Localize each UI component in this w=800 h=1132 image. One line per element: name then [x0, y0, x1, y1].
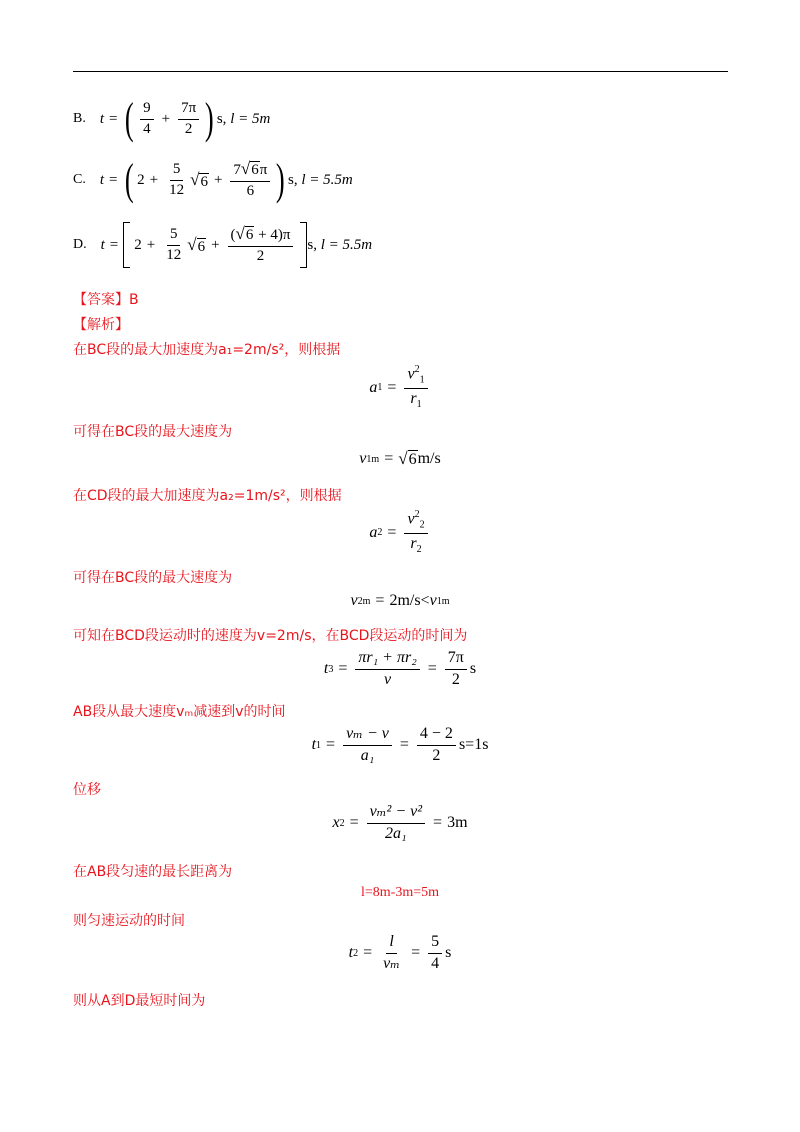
equation-x2: x 2 = $\frac{\text{vₘ² − v²}}{\text{2a₁}}$ = 3m [332, 803, 468, 842]
option-b-l: l = 5m [230, 110, 271, 127]
option-b: B. t = ( $\frac{9}{4}$ + $\frac{7\pi}{2}$ ) s, l = 5m [73, 94, 271, 143]
answer-line [73, 289, 139, 309]
fraction: $\frac{5}{12}$ [169, 160, 185, 198]
left-paren: ( [125, 94, 135, 143]
fraction: $\frac{5}{12}$ [166, 225, 182, 263]
option-d-label: D. [73, 237, 87, 252]
line-min-time: 则从A到D最短时间为 [73, 993, 206, 1009]
analysis-tag: 【解析】 [73, 317, 129, 333]
right-bracket [300, 222, 307, 268]
right-paren: ) [276, 155, 286, 204]
option-c-l: l = 5.5m [301, 171, 353, 188]
option-b-label: B. [73, 111, 86, 126]
option-d-l: l = 5.5m [320, 236, 373, 253]
left-paren: ( [125, 155, 135, 204]
equation-a2: a 2 = $\frac{v^2_2}{r_2}$ [0, 510, 800, 556]
equation-a1: a 1 = $\frac{v^2_1}{r_1}$ [0, 365, 800, 411]
fraction: 7 √ 6 π 6 [230, 160, 270, 200]
line-bc-speed: 可得在BC段的最大速度为 [73, 424, 233, 440]
equation-v2m: v 2m = 2m/s< v 1m [350, 592, 450, 609]
equation-t2: t 2 = $\frac{l}{\text{vₘ}}$ = $\frac{5}{4}$ s [348, 933, 452, 972]
equation-l-result: l=8m-3m=5m [360, 885, 439, 900]
fraction: $\frac{7\pi}{2}$ [178, 101, 199, 138]
answer-value: B [129, 292, 139, 308]
line-ab-decel: AB段从最大速度vₘ减速到v的时间 [73, 704, 286, 720]
left-bracket [123, 222, 130, 268]
option-c-label: C. [73, 172, 86, 187]
line-ab-uniform: 在AB段匀速的最长距离为 [73, 864, 233, 880]
line-cd-acc: 在CD段的最大加速度为a₂=1m/s²，则根据 [73, 488, 342, 504]
equation-t3: t 3 = $\frac{\text{πr₁ + πr₂}}{v}$ = $\frac{7\pi}{2}$ s [323, 649, 477, 688]
line-disp: 位移 [73, 782, 101, 798]
header-rule [73, 71, 728, 72]
sqrt: √ 6 [190, 170, 208, 190]
equation-t1: t 1 = $\frac{\text{vₘ − v}}{\text{a₁}}$ = $\frac{4 - 2}{2}$ s=1s [311, 725, 489, 764]
fraction: ( √ 6 + 4)π 2 [228, 225, 294, 265]
answer-tag: 【答案】 [73, 292, 129, 308]
sqrt: √ 6 [187, 235, 206, 255]
line-uniform-time: 则匀速运动的时间 [73, 913, 185, 929]
line-cd-speed: 可得在BC段的最大速度为 [73, 570, 233, 586]
line-bcd-time: 可知在BCD段运动时的速度为v=2m/s，在BCD段运动的时间为 [73, 628, 468, 644]
equation-v1m: v 1m = √ 6 m/s [359, 449, 441, 469]
option-d: D. t = 2 + $\frac{5}{12}$ √ 6 + ( √ 6 + 4)π 2 s, l = 5.5m [73, 222, 372, 268]
fraction: $\frac{9}{4}$ [140, 101, 154, 138]
line-bc-acc: 在BC段的最大加速度为a₁=2m/s²，则根据 [73, 342, 341, 358]
option-c: C. t = ( 2 + $\frac{5}{12}$ √ 6 + 7 √ 6 π 6 ) s, l = 5.5m [73, 155, 353, 204]
right-paren: ) [205, 94, 214, 143]
